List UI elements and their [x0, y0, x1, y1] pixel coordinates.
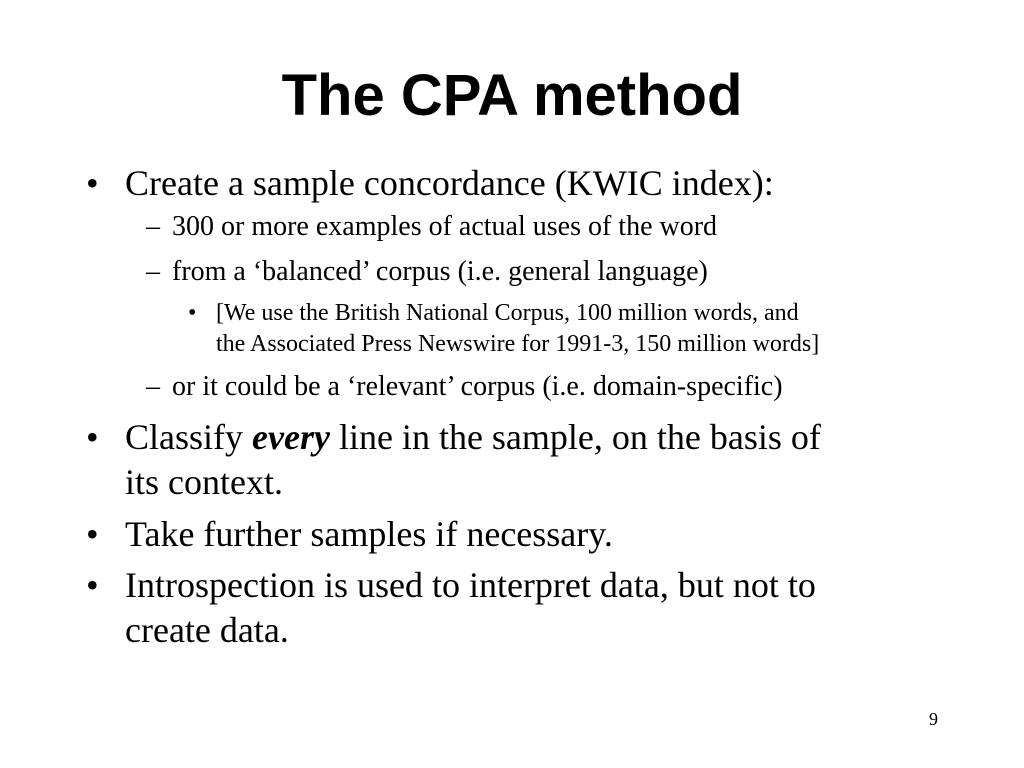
dash-marker: –: [146, 211, 160, 242]
bullet-marker: •: [86, 417, 99, 457]
slide-title: The CPA method: [281, 63, 743, 128]
bullet-text-post: line in the sample, on the basis of: [329, 417, 821, 457]
dash-marker: –: [146, 256, 160, 287]
sub-sub-bullet-text-line-2: the Associated Press Newswire for 1991-3, 150 million words]: [216, 331, 820, 357]
bullet-marker: •: [86, 514, 99, 554]
bullet-text: Create a sample concordance (KWIC index):: [125, 163, 774, 203]
sub-sub-bullet-text-line-1: [We use the British National Corpus, 100 million words, and: [216, 300, 799, 326]
bullet-text-line-2: its context.: [125, 462, 283, 502]
sub-bullet-text: or it could be a ‘relevant’ corpus (i.e. domain-specific): [172, 371, 783, 402]
bullet-text: Take further samples if necessary.: [125, 514, 613, 554]
bullet-text: [125, 414, 945, 460]
bullet-text: Introspection is used to interpret data, but not to: [125, 565, 816, 605]
dash-marker: –: [146, 371, 160, 402]
sub-bullet-text: from a ‘balanced’ corpus (i.e. general language): [172, 256, 708, 287]
bullet-text-pre: Classify: [125, 417, 253, 457]
bullet-text-emphasis: every: [252, 417, 330, 457]
bullet-text-line-2: create data.: [125, 610, 289, 650]
bullet-marker: •: [86, 163, 99, 203]
sub-bullet-text: 300 or more examples of actual uses of the word: [172, 211, 718, 242]
bullet-marker: •: [188, 300, 197, 326]
bullet-marker: •: [86, 565, 99, 605]
page-number: 9: [929, 709, 938, 729]
